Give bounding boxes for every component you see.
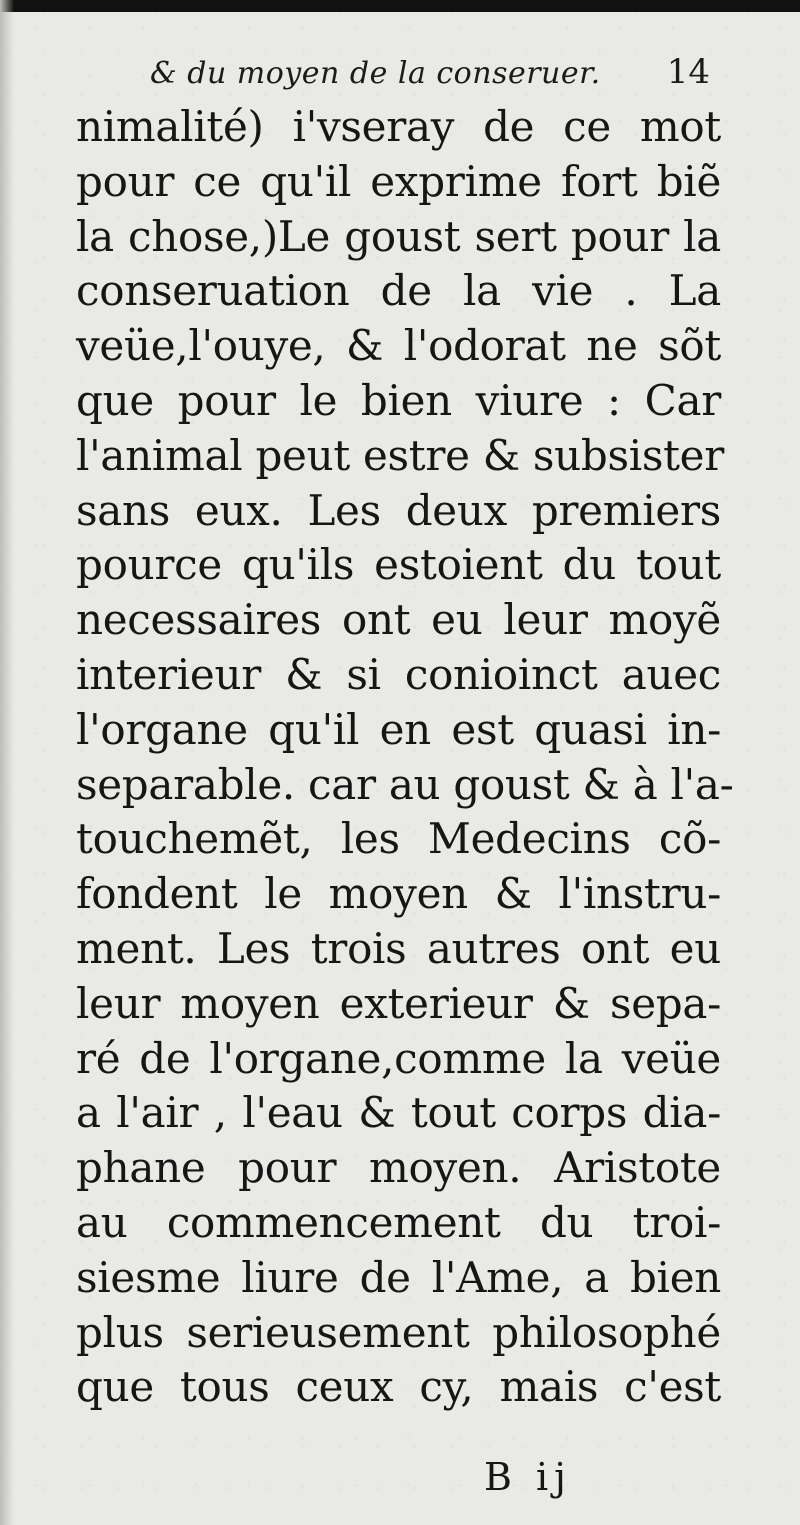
text-line: pour ce qu'il exprime fort biẽ — [76, 156, 721, 206]
page-gutter-shadow — [0, 0, 14, 1525]
page-number: 14 — [666, 52, 710, 92]
text-line: leur moyen exterieur & sepa- — [76, 978, 721, 1028]
text-line: pource qu'ils estoient du tout — [76, 540, 721, 590]
text-line: phane pour moyen. Aristote — [76, 1143, 721, 1193]
text-line: separable. car au goust & à l'a- — [76, 759, 734, 809]
text-line: la chose,)Le goust sert pour la — [76, 211, 721, 261]
text-line: nimalité) i'vseray de ce mot — [76, 102, 721, 151]
text-line: ment. Les trois autres ont eu — [76, 923, 721, 973]
signature-mark: B ij — [484, 1455, 572, 1499]
text-line: au commencement du troi- — [76, 1197, 721, 1247]
text-line: conseruation de la vie . La — [76, 266, 721, 316]
running-head: & du moyen de la conseruer. — [150, 56, 601, 91]
page-header — [150, 50, 710, 98]
text-line: siesme liure de l'Ame, a bien — [76, 1252, 721, 1302]
text-line: veüe,l'ouye, & l'odorat ne sõt — [76, 321, 721, 371]
text-line: plus serieusement philosophé — [76, 1307, 721, 1357]
scan-top-edge — [0, 0, 800, 12]
text-line: interieur & si conioinct auec — [76, 649, 721, 699]
text-line: fondent le moyen & l'instru- — [76, 869, 721, 919]
text-line: sans eux. Les deux premiers — [76, 485, 721, 535]
text-line: l'animal peut estre & subsister — [76, 430, 725, 480]
text-line: que pour le bien viure : Car — [76, 375, 721, 425]
body-text — [76, 100, 734, 1415]
text-line: necessaires ont eu leur moyẽ — [76, 595, 721, 645]
text-line: l'organe qu'il en est quasi in- — [76, 704, 721, 754]
text-line: que tous ceux cy, mais c'est — [76, 1362, 721, 1412]
text-line: ré de l'organe,comme la veüe — [76, 1033, 721, 1083]
text-line: a l'air , l'eau & tout corps dia- — [76, 1088, 721, 1138]
text-line: touchemẽt, les Medecins cõ- — [76, 814, 721, 864]
